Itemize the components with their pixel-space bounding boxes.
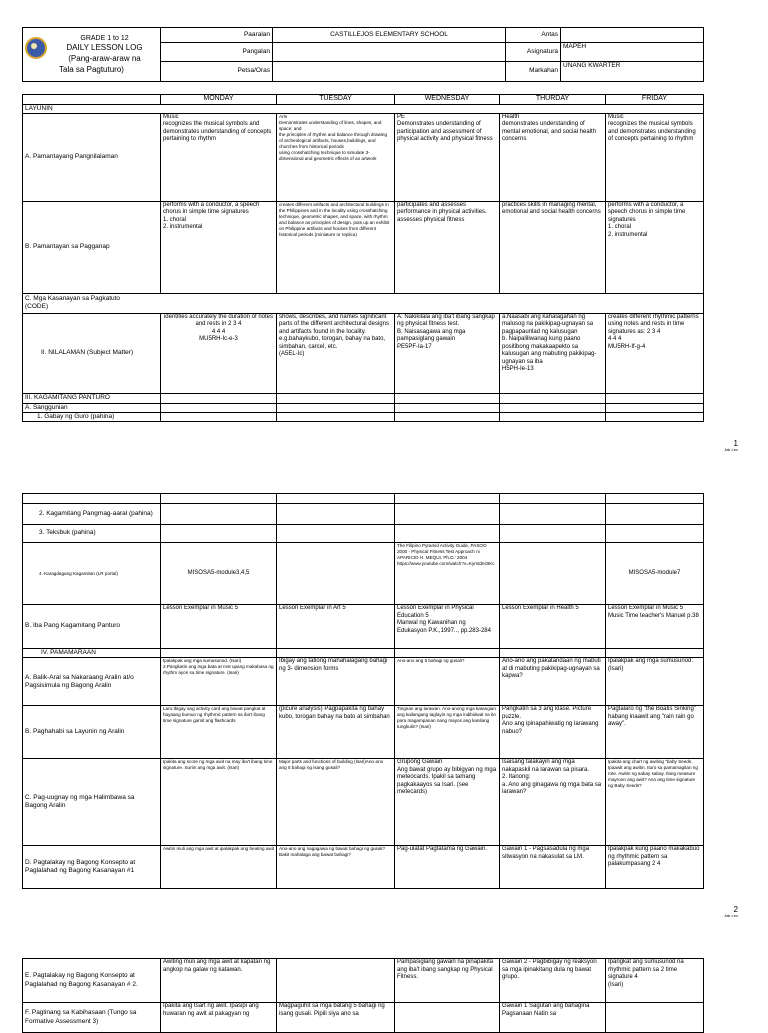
paaralan-label: Paaralan: [161, 28, 273, 43]
lesson-cell: Ipakita ang tsart ng awit. Ipasipi ang huwaran ng awit at pakagyan ng: [161, 1003, 277, 1033]
day-header: FRIDAY: [606, 95, 704, 105]
row-label: B. Pamantayan sa Pagganap: [23, 201, 161, 293]
lesson-cell: Pag-ulatat Pagtatama ng Gawain.: [395, 846, 500, 889]
row-label-code: C. Mga Kasanayan sa Pagkatuto (CODE): [23, 293, 704, 313]
markahan-value: UNANG KWARTER: [561, 62, 704, 82]
lesson-cell: shows, describes, and names significant parts of the different architectural designs and artifacts found in the locality. e.g.bahaykubo, torogan, bahay na bato, simbahan, carcel, etc. (A5EL-Ic): [277, 313, 395, 393]
lesson-cell: Ipalakpak ang mga sumusunod. (Isari) 2.Pangkatin ang mga bata at rost upang makabasa ng rhythm ayon sa time signature. (Isari): [161, 658, 277, 706]
day-header: MONDAY: [161, 95, 277, 105]
lesson-cell: [395, 1003, 500, 1033]
lesson-cell: Grupong Gawain Ang bawat grupo ay bibigyan ng mga meteocards. Ipakil sa tamang pagkakaayos sa Isari. (see metecards): [395, 759, 500, 846]
row-label: A. Balik-Aral sa Nakaraang Aralin at/o Pagsisimula ng Bagong Aralin: [23, 658, 161, 706]
lesson-cell: Awiting muli ang mga awit at kapatan ng angkop na galaw ng katawan.: [161, 959, 277, 1003]
lesson-cell: Health demonstrates understanding of mental emotional, and social health concerns: [500, 113, 606, 201]
row-label: C. Pag-uugnay ng mga Halimbawa sa Bagong Aralin: [23, 759, 161, 846]
row-label: 4. Karagdagang Kagamitan (LR portal): [23, 543, 161, 605]
petsa-label: Petsa/Oras: [161, 62, 273, 82]
row-label: 2. Kagamitang Pangmag-aaral (pahina): [23, 504, 161, 525]
lesson-cell: Isaisang talakayin ang mga nakapaskil na larawan sa pisara. 2. Itanong: a. Ano ang ginagawa ng mga bata sa larawan?: [500, 759, 606, 846]
pangalan-value: [273, 43, 506, 62]
paaralan-value: CASTILLEJOS ELEMENTARY SCHOOL: [273, 28, 506, 43]
lesson-cell: Ano-ano ang pakatandaan ng mabuti at di mabuting pakikipag-ugnayan sa kapwa?: [500, 658, 606, 706]
title-line2: DAILY LESSON LOG: [66, 43, 143, 53]
lesson-cell: Music recognizes the musical symbols and demonstrates understanding of concepts pertaining to rhythm: [606, 113, 704, 201]
lesson-cell: Gawain 1 Sagutan ang bahagina Pagsanaan Natin sa: [500, 1003, 606, 1033]
title-line3: (Pang-araw-araw na: [68, 53, 141, 63]
lesson-cell: Arts Demonstrates understanding of lines, shapes, and space; and the principles of rhythm and balance through drawing of archeological artifacts, houses,buildings, and churches from historical periods using crosshatching technique to simulate 3-dimensional and geometric effects of an artwork: [277, 113, 395, 201]
lesson-cell: Ipakita ang score ng mga awit na may iba't ibang time signature. Suriin ang mga awit. (Isari): [161, 759, 277, 846]
row-label: B. Paghahabi sa Layunin ng Aralin: [23, 706, 161, 759]
row-label: E. Pagtalakay ng Bagong Konsepto at Paglalahad ng Bagong Kasanayan # 2.: [23, 959, 161, 1003]
lesson-cell: Gawain 2 - Pagbibigay ng reaksyon sa mga ipinakitang dula ng bawat grupo.: [500, 959, 606, 1003]
lesson-cell: Ipalakpak ang mga sumusunod: (Isari): [606, 658, 704, 706]
lesson-cell: Lesson Exemplar in Physical Education 5 Manwal ng Kawanihan ng Edukasyon P.K.,1997.., pp.283-284: [395, 605, 500, 649]
lesson-cell: Awitin muli ang mga awit at ipalakpak ang beating awit: [161, 846, 277, 889]
row-label: A. Sanggunian: [23, 403, 161, 412]
antas-label: Antas: [506, 28, 561, 43]
page-number: 1 Jak Lev: [724, 439, 738, 452]
lesson-cell: A. Nakikilala ang iba't ibang sangkap ng physical fitness test. B. Naisasagawa ang mga pampasiglang gawain PE5PF-Ia-17: [395, 313, 500, 393]
lesson-cell: The Filipino Pyramid Activity Guide, PASOO 2000 - Physical Fitness Test Approach ni APARICIO H. MEQUI, Ph.D.' 2004 https://www.youtube.com/watch?v=KymtdnOtKc: [395, 543, 500, 605]
lesson-cell: Gawain 1 - Pagsasadula ng mga sitwasyon na nakasulat sa LM.: [500, 846, 606, 889]
lesson-cell: Tingnan ang larawan. Ano-anong mga katangian ang kailangang taglayin ng mga indibidwal na ito para magampanan nang mayos ang kanilang tungkulin? (Isari): [395, 706, 500, 759]
lesson-cell: [500, 543, 606, 605]
lesson-cell: Lesson Exemplar in Music 5 Music Time teacher's Manuel p.38: [606, 605, 704, 649]
title-line4: Tala sa Pagtuturo): [59, 64, 124, 74]
title-block: [23, 28, 161, 82]
lesson-cell: MISOSA5-module7: [606, 543, 704, 605]
pangalan-label: Pangalan: [161, 43, 273, 62]
day-header: TUESDAY: [277, 95, 395, 105]
lesson-cell: performs with a conductor, a speech chorus in simple time signatures 1. choral 2. instrumental: [606, 201, 704, 293]
lesson-cell: Ibigay ang tatlong mahahalagang bahagi ng 3- dimension forms: [277, 658, 395, 706]
petsa-value: [273, 62, 506, 82]
day-header: THURDAY: [500, 95, 606, 105]
row-label: 1. Gabay ng Guro (pahina): [23, 413, 161, 422]
lesson-table-page2: [22, 493, 704, 889]
asignatura-value: MAPEH: [561, 43, 704, 62]
lesson-cell: Pangkatin sa 3 ang klase. Picture puzzle. Ano ang ipinapahiwatig ng larawang nabuo?: [500, 706, 606, 759]
markahan-label: Markahan: [506, 62, 561, 82]
lesson-cell: creates different artifacts and architectural buildings in the Philippines and in the locality using crosshatching technique, geometric shapes, and space, with rhythm and balance as principles of design. puts up an exhibit on Philippine artifacts and houses from different historical periods (miniature or replica): [277, 201, 395, 293]
page-number: 2 Jak Lev: [724, 905, 738, 918]
asignatura-label: Asignatura: [506, 43, 561, 62]
lesson-cell: practices skills in managing mental, emotional and social health concerns: [500, 201, 606, 293]
lesson-table-page3: [22, 958, 704, 1033]
lesson-cell: Pagtalaro ng "the Boatis Sinking" habang inaawit ang "rain rain go away".: [606, 706, 704, 759]
lesson-cell: Music recognizes the musical symbols and demonstrates understanding of concepts pertaining to rhythm: [161, 113, 277, 201]
header-table: [22, 27, 704, 82]
antas-value: [561, 28, 704, 43]
lesson-cell: [277, 543, 395, 605]
deped-seal-icon: [25, 37, 47, 59]
lesson-cell: Major parts and functions of building (Isari)Ano-ano ang 5 bahagi ng isang gusali?: [277, 759, 395, 846]
lesson-cell: Ano-ano ang 5 bahagi ng gusali?: [395, 658, 500, 706]
lesson-cell: Laro:Ibigay ang activity card ang bawat pangkat at hayaang bumuo ng rhythmic pattern sa iba't ibang time signature gamit ang flashcards: [161, 706, 277, 759]
lesson-cell: Lesson Exemplar in Art 5: [277, 605, 395, 649]
lesson-cell: Lesson Exemplar in Music 5: [161, 605, 277, 649]
lesson-cell: Ipakita ang chart ng awiting "baby Seeds. Ipaawit ang awitin. Ituro sa pamamagitan ng rote. Awitin ng sabay sabay. Ilang measure mayroon ang awit? Ano ang time signature ng Baby Seeds?: [606, 759, 704, 846]
day-header: WEDNESDAY: [395, 95, 500, 105]
lesson-cell: Ipalakpak kung paano makakabuo ng rhythmic pattern sa palakumpasang 2 4: [606, 846, 704, 889]
lesson-cell: Ipangkat ang sumusunod na rhythmic pattern sa 2 time signature 4 (Isari): [606, 959, 704, 1003]
title-line1: GRADE 1 to 12: [80, 34, 129, 42]
section-layunin: LAYUNIN: [23, 104, 704, 113]
lesson-cell: PE Demonstrates understanding of participation and assessment of physical activity and physical fitness: [395, 113, 500, 201]
lesson-cell: MISOSA5-module3,4,5: [161, 543, 277, 605]
lesson-cell: [606, 1003, 704, 1033]
lesson-cell: Ano-ano ang nagagawa ng bawat bahagi ng gusali? Bakit mahalaga ang bawat bahagi?: [277, 846, 395, 889]
lesson-cell: a.Naasabi ang kahalagahan ng malusog na pakikipag-ugnayan sa pagpapaunlad ng kalusugan b. Naipaliliwanag kung paano positibong makakaapekto sa kalusugan ang mabuting pakikipag-ugnayan sa iba H5PH-Ie-13: [500, 313, 606, 393]
lesson-cell: [277, 959, 395, 1003]
row-label: III. KAGAMITANG PANTURO: [23, 393, 161, 403]
lesson-cell: (picure analysis) Pagpapakita ng bahay kubo, torogan bahay na bato at simbahan: [277, 706, 395, 759]
row-label: B. Iba Pang Kagamitang Panturo: [23, 605, 161, 649]
row-label: 3. Teksbuk (pahina): [23, 525, 161, 543]
row-label: F. Paglinang sa Kabihasaan (Tungo sa Formative Assessment 3): [23, 1003, 161, 1033]
row-label: D. Pagtalakay ng Bagong Konsepto at Paglalahad ng Bagong Kasanayan #1: [23, 846, 161, 889]
lesson-cell: creates different rhythmic patterns using notes and rests in time signatures as: 2 3 4 4 4 4 MU5RH-If-g-4: [606, 313, 704, 393]
lesson-table-page1: [22, 94, 704, 422]
lesson-cell: identifies accurately the duration of notes and rests in 2 3 4 4 4 4 MU5RH-Ic-e-3: [161, 313, 277, 393]
lesson-cell: Magpaguhit sa mga batang 5 bahagi ng isang gusali. Pipili siya ano sa: [277, 1003, 395, 1033]
lesson-cell: Pampasiglang gawain na pinapakita ang iba't ibang sangkap ng Physical Fitness.: [395, 959, 500, 1003]
row-label: IV. PAMAMARAAN: [23, 649, 161, 658]
lesson-cell: participates and assesses performance in physical activities. assesses physical fitness: [395, 201, 500, 293]
row-label: II. NILALAMAN (Subject Matter): [23, 313, 161, 393]
row-label: A. Pamantayang Pangnilalaman: [23, 113, 161, 201]
lesson-cell: Lesson Exemplar in Health 5: [500, 605, 606, 649]
lesson-cell: performs with a conductor, a speech chorus in simple time signatures 1. choral 2. instrumental: [161, 201, 277, 293]
